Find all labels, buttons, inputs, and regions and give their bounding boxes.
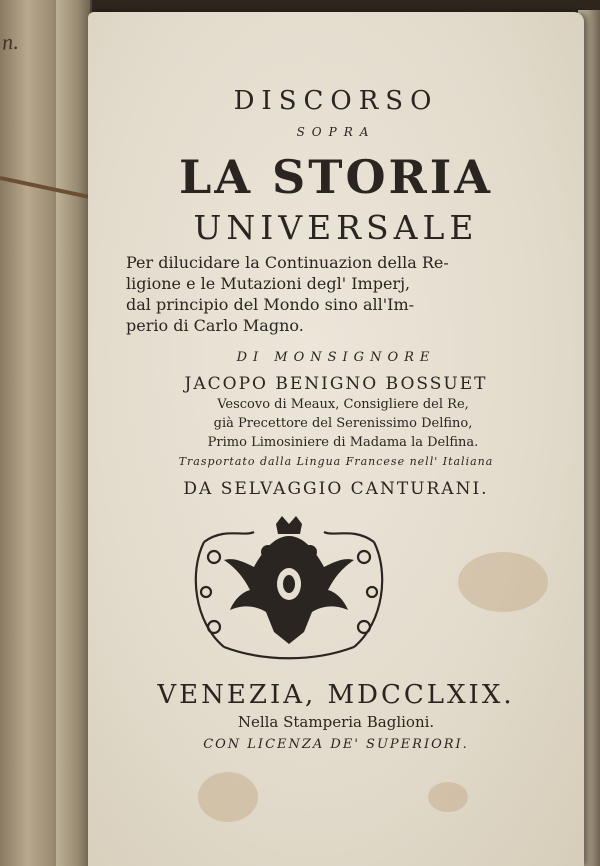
translator: DA SELVAGGIO CANTURANI. xyxy=(183,479,489,499)
description-line: ligione e le Mutazioni degl' Imperj, xyxy=(126,274,411,293)
spine-handwriting: n. xyxy=(1,28,20,55)
imprint-place-date: VENEZIA, MDCCLXIX. xyxy=(157,680,515,710)
title-sopra: SOPRA xyxy=(296,125,376,139)
title-discorso: DISCORSO xyxy=(233,86,439,116)
office-line: Primo Limosiniere di Madama la Delfina. xyxy=(207,435,479,450)
title-universale: UNIVERSALE xyxy=(193,208,479,247)
translation-note: Trasportato dalla Lingua Francese nell' Italiana xyxy=(178,455,494,468)
title-page xyxy=(88,12,584,866)
di-monsignore: DI MONSIGNORE xyxy=(236,350,436,365)
foxing-stain xyxy=(458,552,548,612)
double-headed-eagle-emblem xyxy=(184,512,394,662)
title-la-storia: LA STORIA xyxy=(178,150,493,204)
printer: Nella Stamperia Baglioni. xyxy=(237,713,435,731)
license-line: CON LICENZA DE' SUPERIORI. xyxy=(203,737,469,752)
description-paragraph xyxy=(126,252,556,336)
description-line: dal principio del Mondo sino all'Im- xyxy=(126,295,415,314)
foxing-stain xyxy=(198,772,258,822)
description-line: perio di Carlo Magno. xyxy=(126,316,304,335)
author-name: JACOPO BENIGNO BOSSUET xyxy=(184,374,488,394)
author-offices xyxy=(128,395,558,452)
description-line: Per dilucidare la Continuazion della Re- xyxy=(126,253,449,272)
office-line: Vescovo di Meaux, Consigliere del Re, xyxy=(217,397,469,412)
page-stack-left xyxy=(56,0,90,866)
foxing-stain xyxy=(428,782,468,812)
office-line: già Precettore del Serenissimo Delfino, xyxy=(213,416,473,431)
